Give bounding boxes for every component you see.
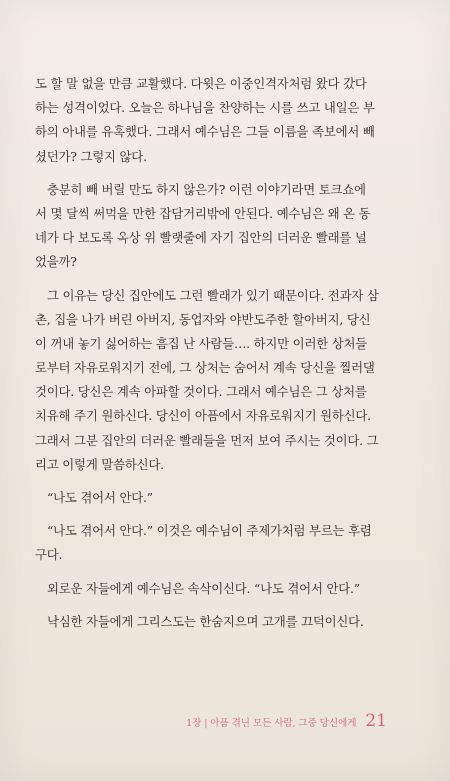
text-line: 하는 성격이었다. 오늘은 하나님을 찬양하는 시를 쓰고 내일은 부 xyxy=(35,100,375,116)
page-footer xyxy=(186,711,387,731)
text-line: 하의 아내를 유혹했다. 그래서 예수님은 그들 이름을 족보에서 빼 xyxy=(35,124,375,140)
text-line: 이 꺼내 놓기 싫어하는 흠집 난 사람들…. 하지만 이러한 상처들 xyxy=(35,335,368,351)
text-line: 서 몇 달씩 써먹을 만한 잡담거리밖에 안된다. 예수님은 왜 온 동 xyxy=(35,205,371,221)
body-text xyxy=(35,72,380,634)
text-line: 촌, 집을 나가 버린 아버지, 동업자와 야반도주한 할아버지, 당신 xyxy=(35,311,371,327)
text-line: 치유해 주기 원하신다. 당신이 아픔에서 자유로워지기 원하신다. xyxy=(35,408,371,424)
text-line: 네가 다 보도록 옥상 위 빨랫줄에 자기 집안의 더러운 빨래를 널 xyxy=(35,230,367,246)
text-line: 것이다. 당신은 계속 아파할 것이다. 그래서 예수님은 그 상처를 xyxy=(35,384,367,400)
running-footer-caption: 1장 | 아픔 겪닌 모든 사람, 그중 당신에게 xyxy=(186,718,357,729)
text-line: “나도 겪어서 안다.” xyxy=(47,490,153,505)
text-line: 로부터 자유로워지기 전에, 그 상처는 숨어서 계속 당신을 찔러댈 xyxy=(35,360,375,376)
text-line: “나도 겪어서 안다.” 이것은 예수님이 주제가처럼 부르는 후렴 xyxy=(47,523,372,539)
text-line: 었을까? xyxy=(35,254,77,270)
text-line: 낙심한 자들에게 그리스도는 한숨지으며 고개를 끄덕이신다. xyxy=(47,613,364,629)
text-line: 그 이유는 당신 집안에도 그런 빨래가 있기 때문이다. 전과자 삼 xyxy=(47,287,379,303)
page-number: 21 xyxy=(365,711,387,731)
text-line: 충분히 빼 버릴 만도 하지 않은가? 이런 이야기라면 토크쇼에 xyxy=(47,181,366,197)
text-line: 구다. xyxy=(35,547,63,563)
text-line: 셨던가? 그렇지 않다. xyxy=(35,148,147,164)
text-line: 그래서 그분 집안의 더러운 빨래들을 먼저 보여 주시는 것이다. 그 xyxy=(35,432,379,448)
text-line: 도 할 말 없을 만큼 교활했다. 다윗은 이중인격자처럼 왔다 갔다 xyxy=(35,76,367,91)
text-line: 리고 이렇게 말씀하신다. xyxy=(35,456,164,472)
text-line: 외로운 자들에게 예수님은 속삭이신다. “나도 겪어서 안다.” xyxy=(47,580,360,596)
